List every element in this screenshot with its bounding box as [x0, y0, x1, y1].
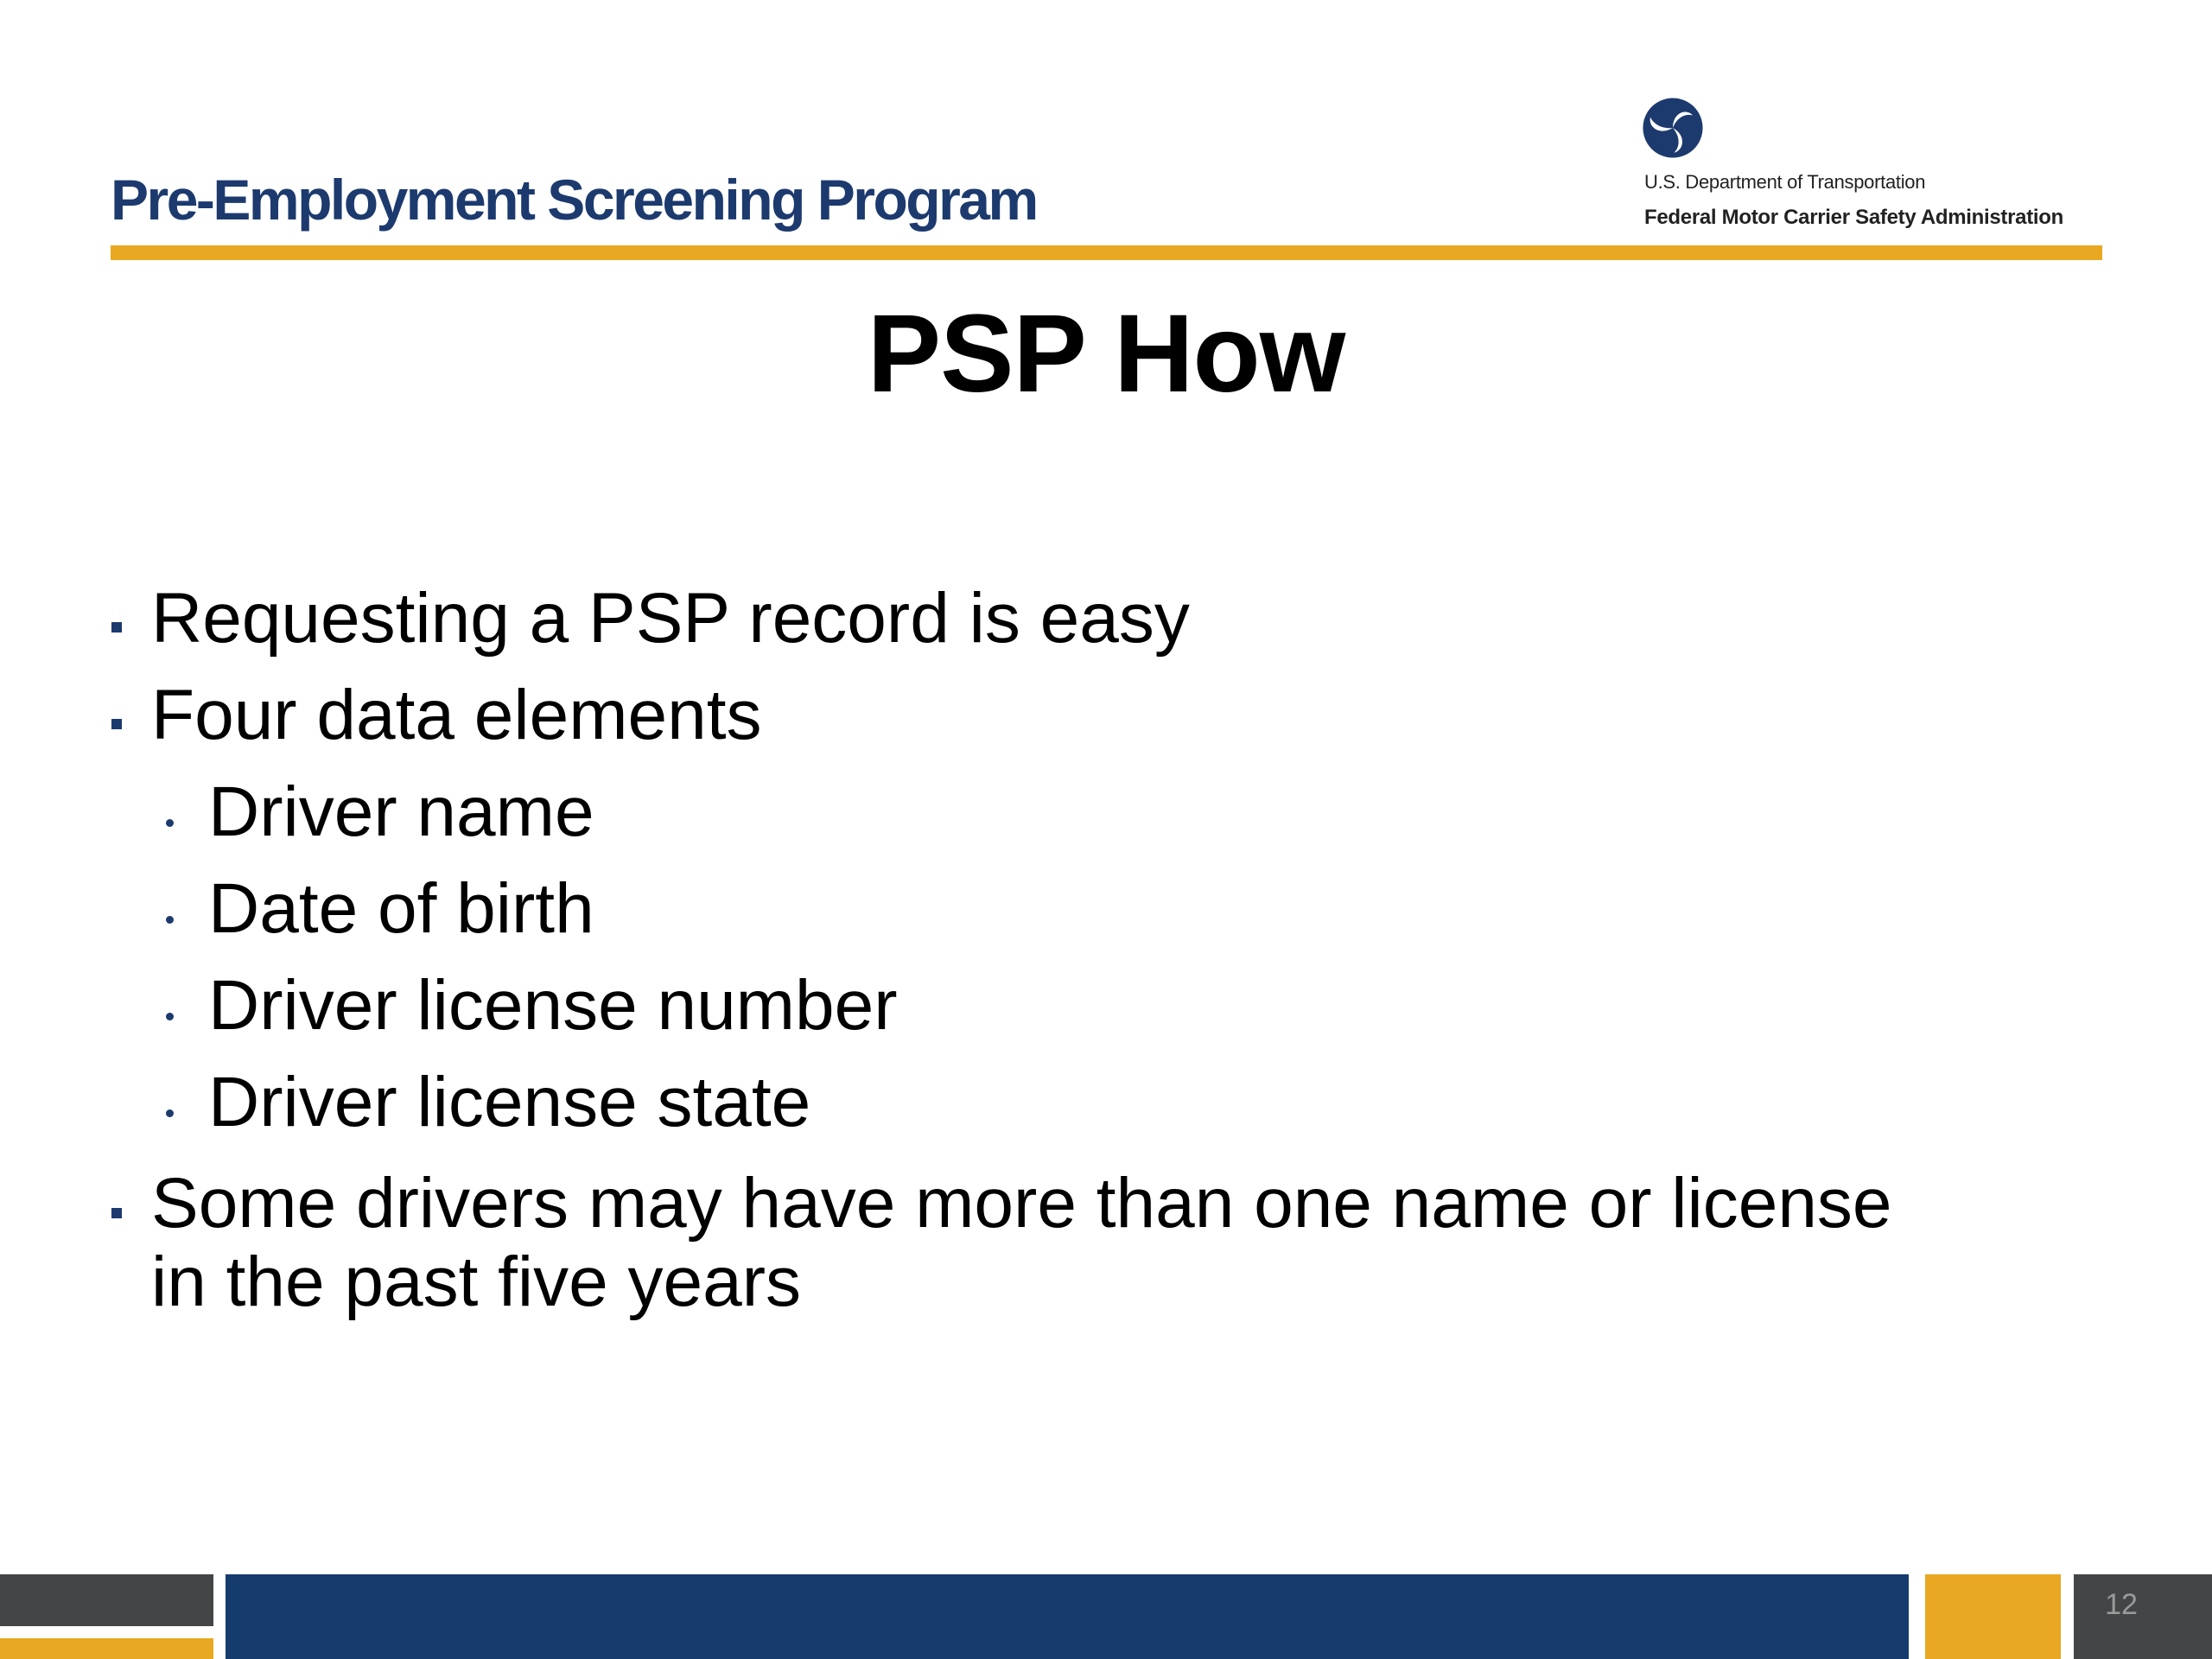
bullet-dot-icon — [166, 916, 174, 924]
bullet-item: Four data elements — [151, 676, 762, 754]
bullet-dot-icon — [166, 1109, 174, 1117]
footer-gray-block — [0, 1574, 213, 1626]
bullet-square-icon — [111, 622, 122, 632]
bullet-dot-icon — [166, 1013, 174, 1020]
dot-logo-icon — [1642, 97, 1704, 159]
bullet-item-continuation: in the past five years — [151, 1243, 802, 1321]
slide-title: PSP How — [867, 292, 1345, 416]
sub-bullet-item: Driver license number — [208, 966, 898, 1045]
agency-administration-text: Federal Motor Carrier Safety Administration — [1644, 206, 2063, 229]
sub-bullet-item: Driver license state — [208, 1063, 811, 1141]
bullet-square-icon — [111, 1208, 122, 1218]
bullet-item: Requesting a PSP record is easy — [151, 579, 1190, 658]
footer-gold-strip — [0, 1638, 213, 1659]
program-title: Pre-Employment Screening Program — [111, 168, 1037, 232]
bullet-item: Some drivers may have more than one name or license — [151, 1164, 1892, 1243]
footer-gold-block — [1925, 1574, 2061, 1659]
sub-bullet-item: Date of birth — [208, 869, 594, 948]
page-number: 12 — [2105, 1588, 2138, 1621]
footer-navy-band — [226, 1574, 1909, 1659]
sub-bullet-item: Driver name — [208, 772, 594, 851]
header-divider — [111, 245, 2102, 260]
agency-department-text: U.S. Department of Transportation — [1644, 171, 1926, 193]
bullet-square-icon — [111, 719, 122, 729]
bullet-dot-icon — [166, 819, 174, 827]
